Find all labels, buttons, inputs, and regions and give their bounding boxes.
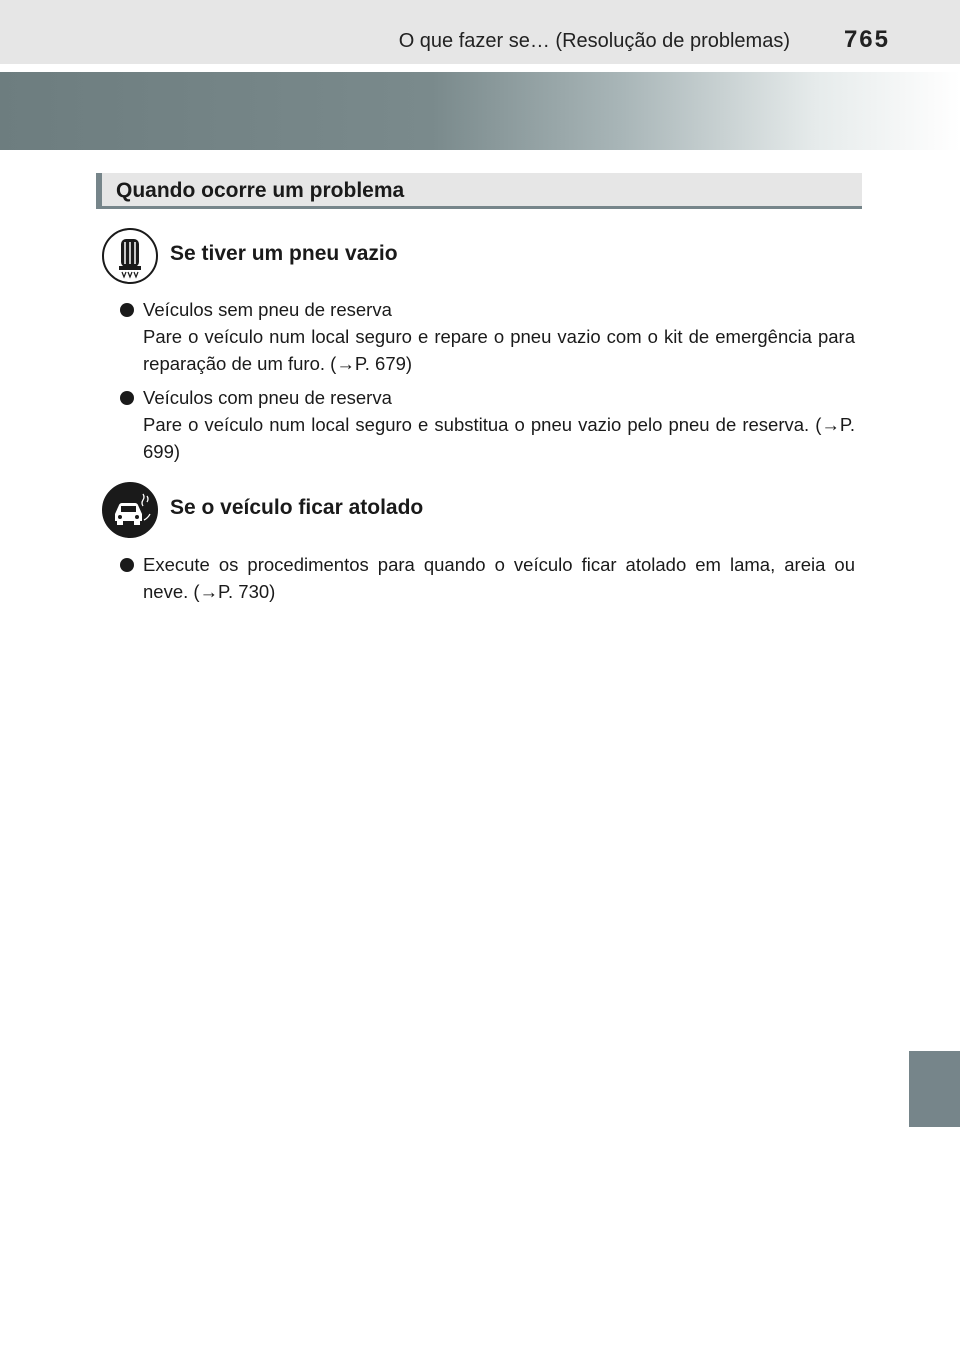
item-text: Pare o veículo num local seguro e repare o pneu vazio com o kit de emergência para reparação de um furo. (→P. 679) [143,326,855,374]
list-item [143,551,855,605]
item-title: Veículos com pneu de reserva [143,387,392,408]
stuck-car-icon [102,482,158,538]
item-title: Veículos sem pneu de reserva [143,299,392,320]
list-item [143,384,855,465]
list-item [143,296,855,377]
bullet-icon [120,391,134,405]
item-text: Execute os procedimentos para quando o veículo ficar atolado em lama, areia ou neve. (→P. 730) [143,554,855,602]
decorative-band [0,72,960,150]
stuck-heading: Se o veículo ficar atolado [170,496,424,519]
bullet-icon [120,303,134,317]
flat-tire-heading: Se tiver um pneu vazio [170,242,398,265]
flat-tire-icon [102,228,158,284]
item-text: Pare o veículo num local seguro e substitua o pneu vazio pelo pneu de reserva. (→P. 699) [143,414,855,462]
page-number: 765 [843,26,890,53]
section-header [96,173,862,209]
bullet-icon [120,558,134,572]
section-title: Quando ocorre um problema [116,179,405,202]
running-header: O que fazer se… (Resolução de problemas) [398,30,790,52]
chapter-tab [909,1051,960,1127]
